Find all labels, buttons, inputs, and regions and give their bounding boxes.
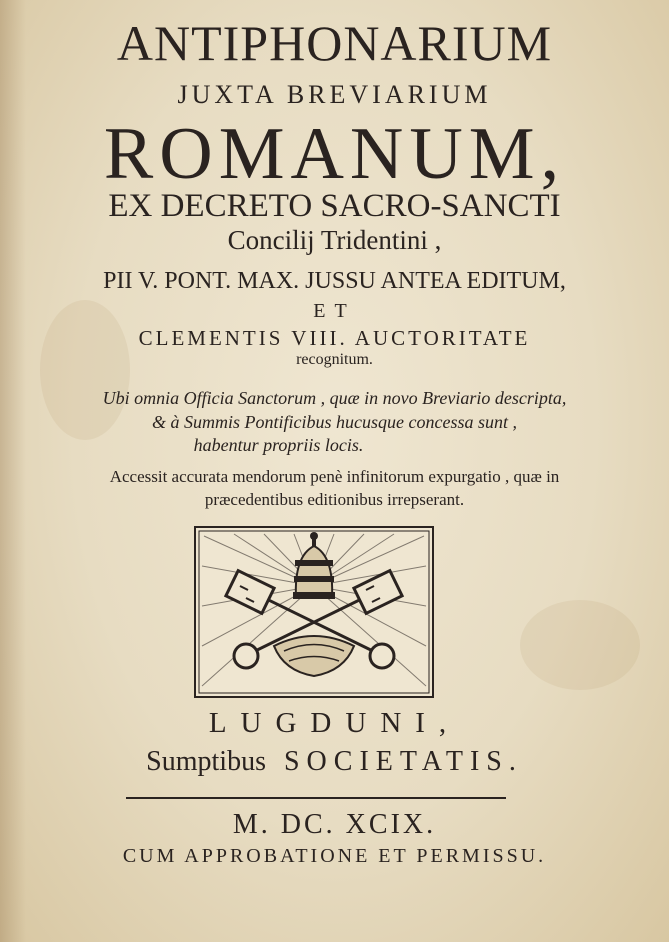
note-line-2: præcedentibus editionibus irrepserant.: [204, 490, 465, 509]
title-line-concilij: Concilij Tridentini ,: [227, 225, 442, 255]
note-line-1: Accessit accurata mendorum penè infinitorum expurgatio , quæ in: [109, 467, 560, 486]
paper-stain: [520, 600, 640, 690]
imprint-year: M. DC. XCIX.: [232, 809, 437, 840]
title-line-et: ET: [313, 300, 356, 322]
papal-tiara-crossed-keys-icon: [194, 526, 434, 698]
imprint-prefix: Sumptibus: [146, 746, 266, 777]
italic-line-1: Ubi omnia Officia Sanctorum , quæ in novo Breviario descripta,: [102, 388, 567, 408]
italic-line-3: habentur propriis locis.: [193, 435, 364, 455]
title-line-antiphonarium: ANTIPHONARIUM: [116, 15, 553, 71]
title-line-ex-decreto: EX DECRETO SACRO-SANCTI: [108, 188, 561, 224]
imprint-name: SOCIETATIS.: [283, 746, 523, 777]
italic-line-2: & à Summis Pontificibus hucusque concessa sunt ,: [152, 412, 517, 432]
title-line-recognitum: recognitum.: [296, 351, 373, 368]
title-line-pii-v: PII V. PONT. MAX. JUSSU ANTEA EDITUM,: [103, 268, 566, 294]
imprint-place: LUGDUNI,: [208, 707, 461, 739]
approbation-line: CUM APPROBATIONE ET PERMISSU.: [122, 845, 547, 867]
title-line-clementis: CLEMENTIS VIII. AUCTORITATE: [138, 326, 531, 350]
divider-rule: [126, 797, 506, 799]
title-line-romanum: ROMANUM,: [103, 113, 566, 195]
title-line-juxta-breviarium: JUXTA BREVIARIUM: [177, 80, 492, 109]
imprint-line: [0, 746, 669, 778]
